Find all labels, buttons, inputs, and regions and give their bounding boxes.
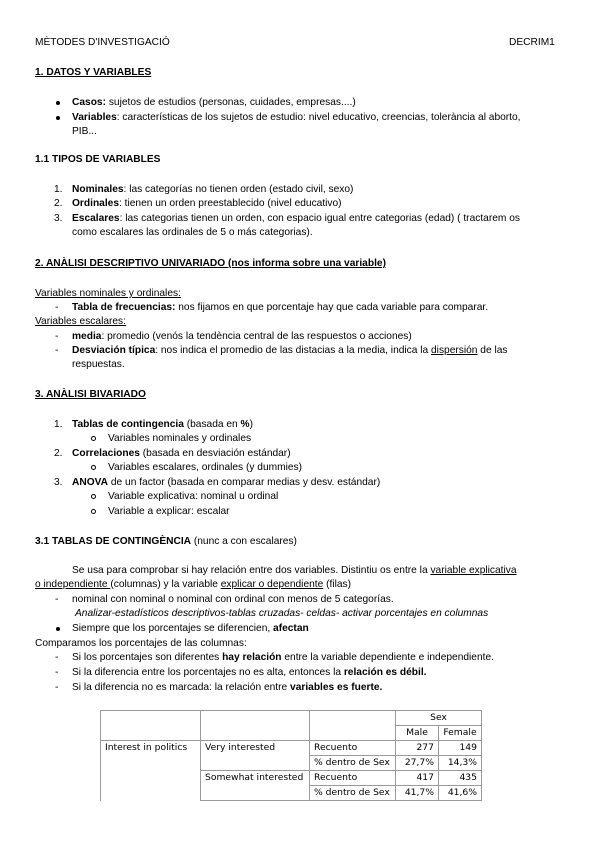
cell-value: 41,7% — [396, 786, 439, 801]
section-1-title: 1. DATOS Y VARIABLES — [35, 67, 152, 78]
s31-dash-c3: - Si la diferencia no es marcada: la relación entre variables es fuerte. — [55, 682, 383, 693]
s11-item-1: 1. Nominales: las categorías no tienen orden (estado civil, sexo) — [54, 184, 354, 195]
female-header: Female — [439, 726, 482, 741]
s2-dash-media: - media: promedio (venós la tendència central de las respuestos o acciones) — [55, 331, 412, 342]
s2-dash-frecuencias: - Tabla de frecuencias: nos fijamos en que porcentaje hay que cada variable para comparar. — [55, 302, 489, 313]
row-stat-label: % dentro de Sex — [310, 786, 396, 801]
s2-sub-nominal: Variables nominales y ordinales: — [35, 288, 181, 299]
s31-dash-nominal: - nominal con nominal o nominal con ordinal con menos de 5 categorías. — [55, 594, 394, 605]
s11-item-3: 3. Escalares: las categorias tienen un orden, con espacio igual entre categorias (edad) ( tractarem os — [54, 213, 520, 224]
s3-item-3: 3. ANOVA de un factor (basada en comparar medias y desv. estándar) — [54, 477, 381, 488]
bullet-icon — [56, 101, 60, 105]
bullet-icon — [56, 116, 60, 120]
row-stat-label: Recuento — [310, 741, 396, 756]
section-1-1-title: 1.1 TIPOS DE VARIABLES — [35, 154, 161, 165]
table-row — [101, 786, 482, 801]
s31-italic-instructions: Analizar-estadísticos descriptivos-tablas cruzadas- celdas- activar porcentajes en columnas — [75, 608, 489, 619]
table-row — [101, 741, 482, 756]
row-stat-label: % dentro de Sex — [310, 756, 396, 771]
section-3-title: 3. ANÀLISI BIVARIADO — [35, 389, 146, 400]
s31-dash-c1: - Si los porcentajes son diferentes hay relación entre la variable dependiente e independiente. — [55, 652, 494, 663]
table-subheader-row — [101, 726, 482, 741]
circle-bullet-icon — [91, 509, 96, 514]
s2-sub-escalares: Variables escalares: — [35, 316, 126, 327]
circle-bullet-icon — [91, 436, 96, 441]
cell-value: 14,3% — [439, 756, 482, 771]
table-header-row — [101, 711, 482, 726]
cell-value: 149 — [439, 741, 482, 756]
sex-header: Sex — [396, 711, 482, 726]
contingency-table — [100, 710, 482, 801]
s2-dash-desviacion: - Desviación típica: nos indica el promedio de las distacias a la media, indica la dispersión de las — [55, 345, 508, 356]
section-2-title: 2. ANÀLISI DESCRIPTIVO UNIVARIADO (nos informa sobre una variable) — [35, 258, 386, 269]
section-3-1-title: 3.1 TABLAS DE CONTINGÈNCIA (nunc a con escalares) — [35, 536, 297, 547]
table-row — [101, 756, 482, 771]
cell-value: 435 — [439, 771, 482, 786]
circle-bullet-icon — [91, 465, 96, 470]
cell-value: 27,7% — [396, 756, 439, 771]
header-left: MÈTODES D'INVESTIGACIÓ — [35, 37, 170, 48]
cell-value: 417 — [396, 771, 439, 786]
s11-item-3-cont: como escalares las ordinales de 5 o más categorias). — [72, 227, 313, 238]
s31-paragraph-line-1: Se usa para comprobar si hay relación entre dos variables. Distintiu os entre la variable explicativa — [72, 565, 517, 576]
s31-dash-c2: - Si la diferencia entre los porcentajes no es alta, entonces la relación es débil. — [55, 667, 427, 678]
bullet-icon — [56, 627, 60, 631]
row-variable-label: Interest in politics — [101, 741, 201, 756]
s31-compare-line: Comparamos los porcentajes de las columnas: — [35, 638, 247, 649]
cell-value: 41,6% — [439, 786, 482, 801]
s1-bullet-variables-cont: PIB... — [72, 126, 97, 137]
cell-value: 277 — [396, 741, 439, 756]
s3-item-2: 2. Correlaciones (basada en desviación estándar) — [54, 448, 291, 459]
table-row — [101, 771, 482, 786]
s11-item-2: 2. Ordinales: tienen un orden preestablecido (nivel educativo) — [54, 198, 342, 209]
s3-item-1: 1. Tablas de contingencia (basada en %) — [54, 419, 254, 430]
s31-paragraph-line-2: o independiente (columnas) y la variable explicar o dependiente (filas) — [35, 579, 352, 590]
s2-dash-desviacion-cont: respuestas. — [72, 359, 125, 370]
row-category: Very interested — [201, 741, 310, 756]
row-category: Somewhat interested — [201, 771, 310, 786]
row-stat-label: Recuento — [310, 771, 396, 786]
male-header: Male — [396, 726, 439, 741]
header-right: DECRIM1 — [509, 37, 555, 48]
circle-bullet-icon — [91, 494, 96, 499]
